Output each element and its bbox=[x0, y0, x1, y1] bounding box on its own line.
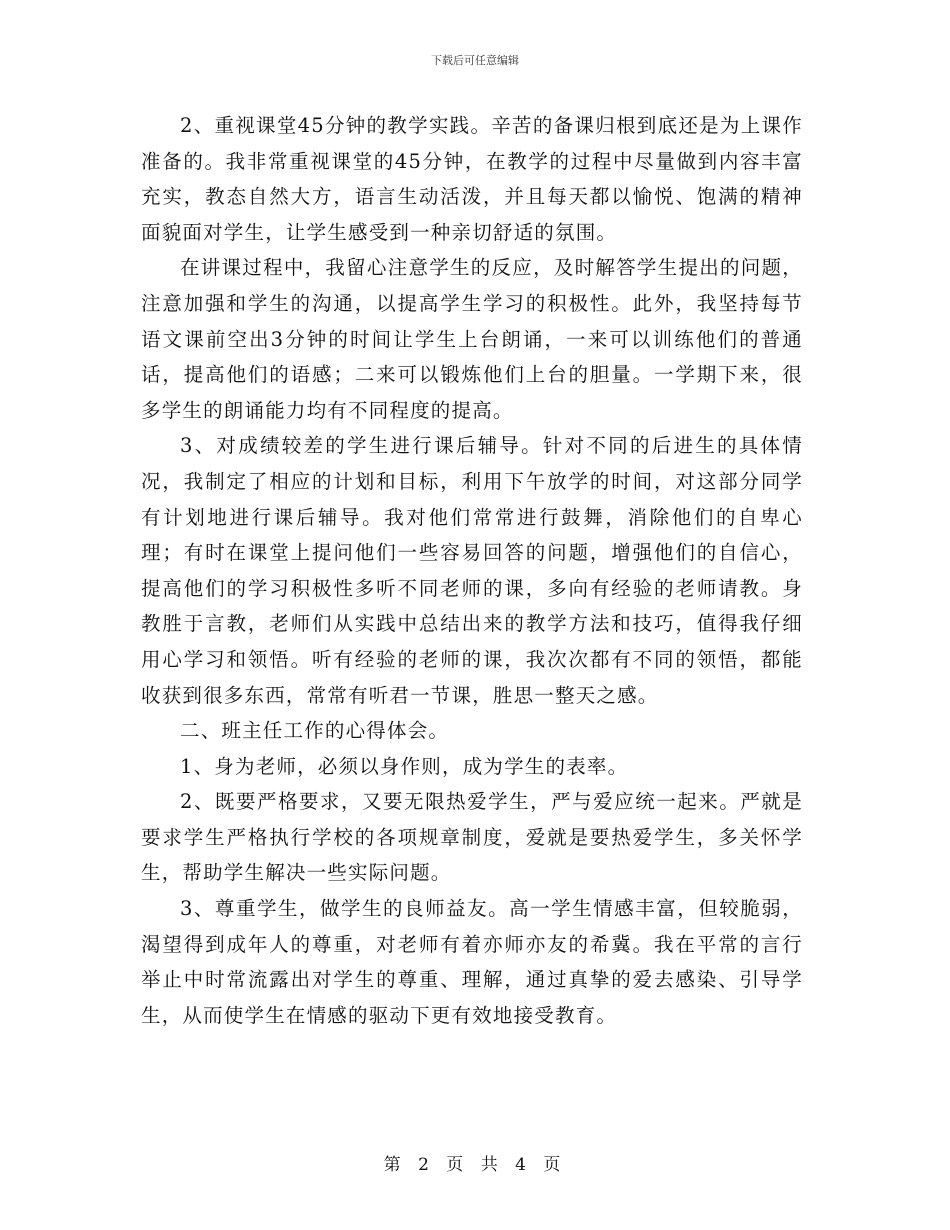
paragraph: 3、对成绩较差的学生进行课后辅导。针对不同的后进生的具体情况，我制定了相应的计划和目标，利用下午放学的时间，对这部分同学有计划地进行课后辅导。我对他们常常进行鼓舞，消除他们的自卑心理；有时在课堂上提问他们一些容易回答的问题，增强他们的自信心，提高他们的学习积极性多听不同老师的课，多向有经验的老师请教。身教胜于言教，老师们从实践中总结出来的教学方法和技巧，值得我仔细用心学习和领悟。听有经验的老师的课，我次次都有不同的领悟，都能收获到很多东西，常常有听君一节课，胜思一整天之感。 bbox=[141, 434, 803, 707]
section-heading: 二、班主任工作的心得体会。 bbox=[180, 719, 450, 743]
page-number: 第 2 页 共 4 页 bbox=[383, 1155, 567, 1175]
paragraph: 2、既要严格要求，又要无限热爱学生，严与爱应统一起来。严就是要求学生严格执行学校的各项规章制度，爱就是要热爱学生，多关怀学生，帮助学生解决一些实际问题。 bbox=[141, 790, 803, 885]
paragraph: 3、尊重学生，做学生的良师益友。高一学生情感丰富，但较脆弱，渴望得到成年人的尊重，对老师有着亦师亦友的希冀。我在平常的言行举止中时常流露出对学生的尊重、理解，通过真挚的爱去感染、引导学生，从而使学生在情感的驱动下更有效地接受教育。 bbox=[141, 897, 803, 1027]
paragraph: 在讲课过程中，我留心注意学生的反应，及时解答学生提出的问题，注意加强和学生的沟通，以提高学生学习的积极性。此外，我坚持每节语文课前空出3分钟的时间让学生上台朗诵，一来可以训练他们的普通话，提高他们的语感；二来可以锻炼他们上台的胆量。一学期下来，很多学生的朗诵能力均有不同程度的提高。 bbox=[141, 256, 803, 422]
paragraph: 2、重视课堂45分钟的教学实践。辛苦的备课归根到底还是为上课作准备的。我非常重视课堂的45分钟，在教学的过程中尽量做到内容丰富充实，教态自然大方，语言生动活泼，并且每天都以愉悦、饱满的精神面貌面对学生，让学生感受到一种亲切舒适的氛围。 bbox=[141, 114, 803, 244]
paragraph: 1、身为老师，必须以身作则，成为学生的表率。 bbox=[180, 754, 629, 778]
page-header-note: 下载后可任意编辑 bbox=[431, 54, 519, 67]
document-body bbox=[141, 108, 803, 1033]
